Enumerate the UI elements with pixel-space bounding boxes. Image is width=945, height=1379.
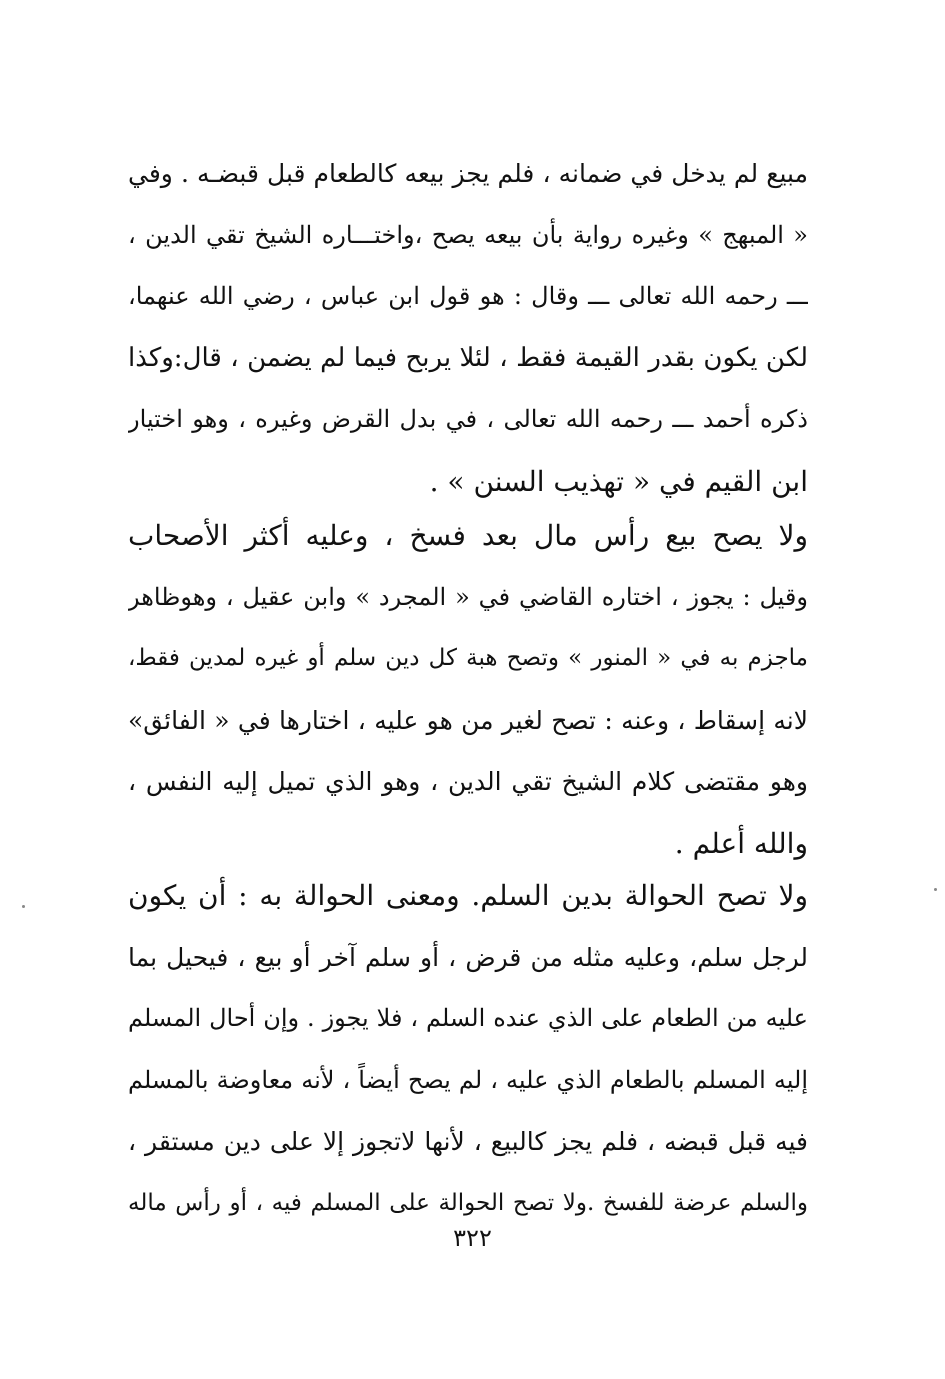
text-line: لرجل سلم، وعليه مثله من قرض ، أو سلم آخر أو بيع ، فيحيل بما xyxy=(128,942,808,972)
paragraph-3 xyxy=(128,865,808,1234)
paragraph-2 xyxy=(128,505,808,874)
text-line: إليه المسلم بالطعام الذي عليه ، لم يصح أيضاً ، لأنه معاوضة بالمسلم xyxy=(128,1065,808,1094)
text-line: والله أعلم . xyxy=(674,826,808,860)
text-line: فيه قبل قبضه ، فلم يجز كالبيع ، لأنها لاتجوز إلا على دين مستقر ، xyxy=(128,1127,808,1156)
text-line: لكن يكون بقدر القيمة فقط ، لئلا يربح فيما لم يضمن ، قال:وكذا xyxy=(128,342,808,373)
text-line: مبيع لم يدخل في ضمانه ، فلم يجز بيعه كالطعام قبل قبضـه . وفي xyxy=(128,159,808,188)
text-line: وهو مقتضى كلام الشيخ تقي الدين ، وهو الذي تميل إليه النفس ، xyxy=(128,767,808,796)
paragraph-1 xyxy=(128,143,808,512)
text-line: ماجزم به في « المنور » وتصح هبة كل دين سلم أو غيره لمدين فقط، xyxy=(128,645,808,671)
scan-speck xyxy=(934,888,937,891)
text-line: ـــ رحمه الله تعالى ـــ وقال : هو قول ابن عباس ، رضي الله عنهما، xyxy=(128,282,808,310)
page-number: ٣٢٢ xyxy=(453,1224,492,1252)
text-line: « المبهج » وغيره رواية بأن بيعه يصح ،واختـــاره الشيخ تقي الدين ، xyxy=(128,220,808,249)
text-line: عليه من الطعام على الذي عنده السلم ، فلا يجوز . وإن أحال المسلم xyxy=(128,1004,808,1032)
text-line: ولا تصح الحوالة بدين السلم. ومعنى الحوالة به : أن يكون xyxy=(128,879,808,912)
scan-speck xyxy=(22,905,25,908)
text-line: لانه إسقاط ، وعنه : تصح لغير من هو عليه ، اختارها في « الفائق» xyxy=(128,705,808,735)
text-line: ذكره أحمد ـــ رحمه الله تعالى ، في بدل القرض وغيره ، وهو اختيار xyxy=(128,405,808,433)
text-line: ولا يصح بيع رأس مال بعد فسخ ، وعليه أكثر الأصحاب xyxy=(128,519,808,552)
text-line: وقيل : يجوز ، اختاره القاضي في « المجرد » وابن عقيل ، وهوظاهر xyxy=(128,582,808,611)
text-line: والسلم عرضة للفسخ .ولا تصح الحوالة على المسلم فيه ، أو رأس ماله xyxy=(128,1189,808,1216)
text-line: ابن القيم في « تهذيب السنن » . xyxy=(429,464,808,498)
